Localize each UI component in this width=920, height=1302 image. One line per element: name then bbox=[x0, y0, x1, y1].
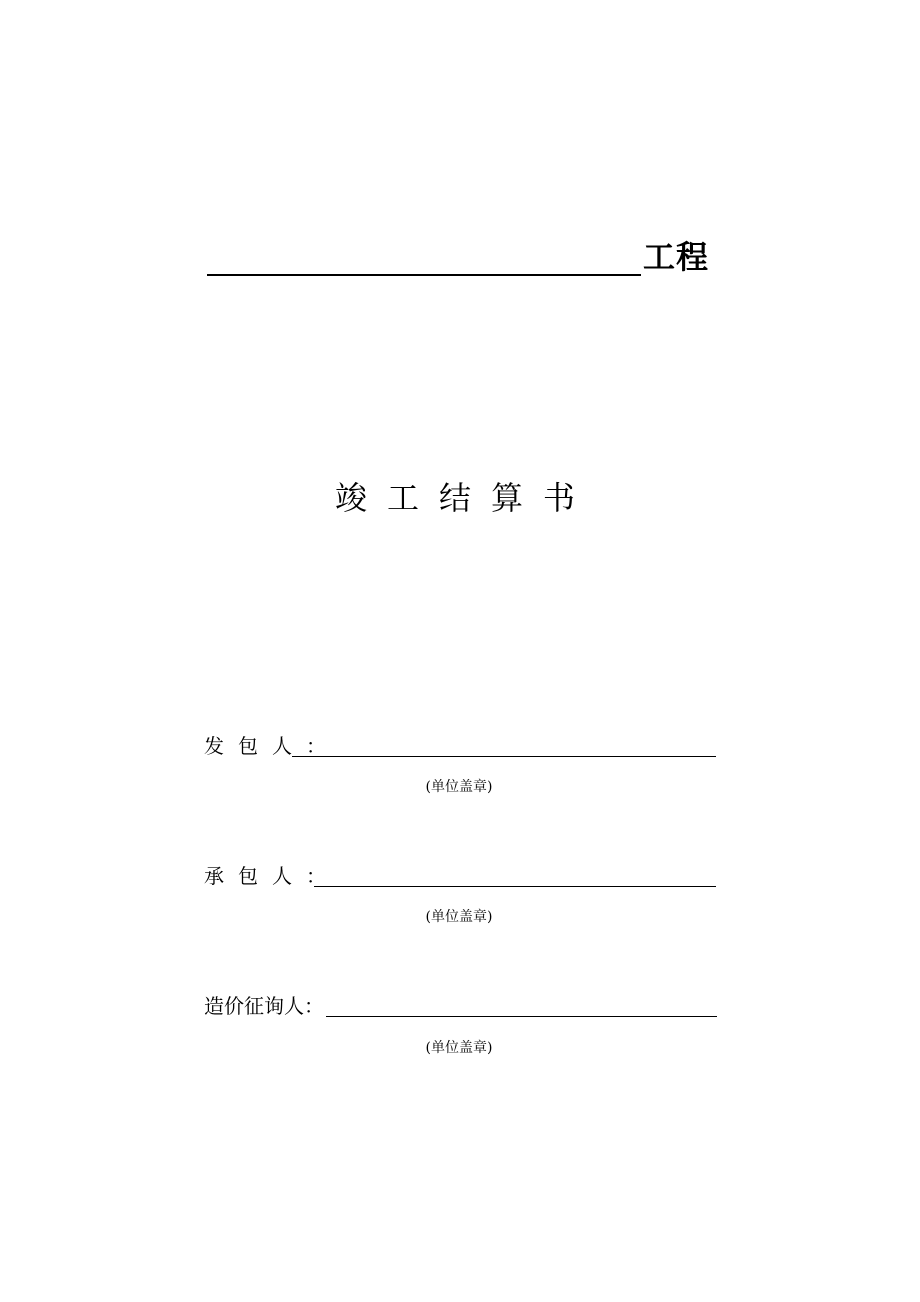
signature-row-employer bbox=[204, 732, 724, 762]
signature-colon: ： bbox=[306, 734, 326, 758]
seal-note: (单位盖章) bbox=[425, 1040, 493, 1056]
signature-colon: ： bbox=[304, 994, 324, 1018]
signature-label-text: 发包人 bbox=[204, 734, 306, 758]
seal-note: (单位盖章) bbox=[425, 909, 493, 925]
seal-note: (单位盖章) bbox=[425, 779, 493, 795]
project-suffix: 工程 bbox=[643, 238, 710, 276]
signature-blank bbox=[326, 1016, 717, 1017]
signature-label-text: 承包人 bbox=[204, 864, 306, 888]
document-title: 竣工结算书 bbox=[334, 479, 595, 517]
signature-row-cost-consultant bbox=[204, 992, 724, 1022]
project-name-line bbox=[207, 237, 717, 279]
project-name-blank bbox=[207, 274, 641, 276]
signature-blank bbox=[314, 886, 716, 887]
signature-colon: ： bbox=[306, 864, 326, 888]
signature-label bbox=[204, 992, 324, 1020]
signature-blank bbox=[292, 756, 716, 757]
signature-row-contractor bbox=[204, 862, 724, 892]
signature-label-text: 造价征询人 bbox=[204, 994, 304, 1018]
signature-label bbox=[204, 862, 326, 890]
